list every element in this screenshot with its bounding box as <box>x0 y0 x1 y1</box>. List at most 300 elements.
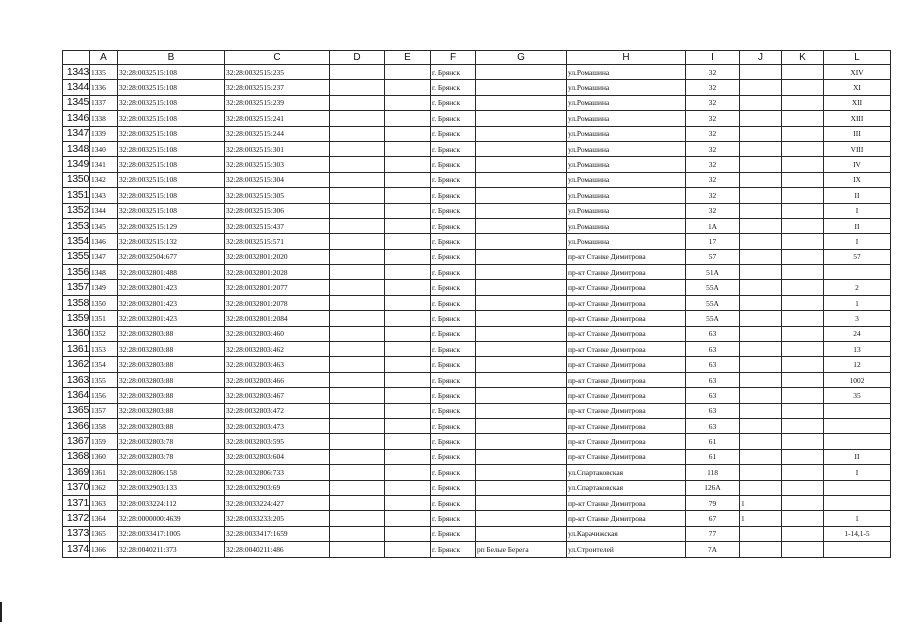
cell-l[interactable]: II <box>824 449 891 464</box>
cell-i[interactable]: 17 <box>686 234 740 249</box>
cell-l[interactable] <box>824 403 891 418</box>
column-header-h[interactable]: H <box>567 51 686 65</box>
cell-b[interactable]: 32:28:0000000:4639 <box>118 511 225 526</box>
cell-h[interactable]: ул.Ромашина <box>567 203 686 218</box>
cell-h[interactable]: пр-кт Станке Димитрова <box>567 418 686 433</box>
cell-i[interactable]: 118 <box>686 465 740 480</box>
cell-a[interactable]: 1348 <box>90 265 118 280</box>
cell-g[interactable] <box>476 326 567 341</box>
column-header-f[interactable]: F <box>431 51 476 65</box>
row-number[interactable]: 1346 <box>63 111 90 126</box>
cell-f[interactable]: г. Брянск <box>431 188 476 203</box>
cell-l[interactable]: 3 <box>824 311 891 326</box>
row-number[interactable]: 1359 <box>63 311 90 326</box>
cell-i[interactable]: 126А <box>686 480 740 495</box>
row-number[interactable]: 1369 <box>63 465 90 480</box>
cell-b[interactable]: 32:28:0032515:108 <box>118 80 225 95</box>
cell-k[interactable] <box>782 311 824 326</box>
cell-g[interactable] <box>476 465 567 480</box>
cell-i[interactable]: 55А <box>686 311 740 326</box>
cell-b[interactable]: 32:28:0032801:423 <box>118 295 225 310</box>
cell-i[interactable]: 63 <box>686 418 740 433</box>
cell-c[interactable]: 32:28:0032803:460 <box>225 326 330 341</box>
cell-i[interactable]: 32 <box>686 126 740 141</box>
cell-l[interactable] <box>824 418 891 433</box>
cell-f[interactable]: г. Брянск <box>431 218 476 233</box>
cell-e[interactable] <box>385 526 431 541</box>
cell-h[interactable]: ул.Строителей <box>567 542 686 557</box>
cell-k[interactable] <box>782 434 824 449</box>
cell-j[interactable] <box>740 157 782 172</box>
cell-f[interactable]: г. Брянск <box>431 95 476 110</box>
cell-g[interactable] <box>476 234 567 249</box>
cell-i[interactable]: 63 <box>686 357 740 372</box>
cell-k[interactable] <box>782 126 824 141</box>
cell-l[interactable]: I <box>824 465 891 480</box>
cell-h[interactable]: ул.Ромашина <box>567 95 686 110</box>
cell-e[interactable] <box>385 65 431 80</box>
cell-l[interactable]: I <box>824 203 891 218</box>
cell-k[interactable] <box>782 342 824 357</box>
cell-c[interactable]: 32:28:0040211:486 <box>225 542 330 557</box>
cell-g[interactable] <box>476 111 567 126</box>
cell-f[interactable]: г. Брянск <box>431 234 476 249</box>
cell-d[interactable] <box>330 280 385 295</box>
cell-c[interactable]: 32:28:0032803:595 <box>225 434 330 449</box>
cell-b[interactable]: 32:28:0032803:88 <box>118 357 225 372</box>
cell-h[interactable]: ул.Ромашина <box>567 65 686 80</box>
column-header-c[interactable]: C <box>225 51 330 65</box>
cell-l[interactable]: XI <box>824 80 891 95</box>
cell-l[interactable]: IX <box>824 172 891 187</box>
cell-c[interactable]: 32:28:0032515:301 <box>225 141 330 156</box>
corner-header[interactable] <box>63 51 90 65</box>
cell-g[interactable] <box>476 434 567 449</box>
cell-h[interactable]: пр-кт Станке Димитрова <box>567 449 686 464</box>
cell-e[interactable] <box>385 388 431 403</box>
cell-i[interactable]: 63 <box>686 388 740 403</box>
cell-f[interactable]: г. Брянск <box>431 326 476 341</box>
cell-j[interactable] <box>740 280 782 295</box>
cell-l[interactable]: 12 <box>824 357 891 372</box>
cell-a[interactable]: 1347 <box>90 249 118 264</box>
cell-e[interactable] <box>385 326 431 341</box>
cell-g[interactable] <box>476 342 567 357</box>
cell-b[interactable]: 32:28:0032803:88 <box>118 372 225 387</box>
cell-d[interactable] <box>330 157 385 172</box>
cell-g[interactable] <box>476 188 567 203</box>
cell-d[interactable] <box>330 388 385 403</box>
cell-l[interactable]: IV <box>824 157 891 172</box>
cell-c[interactable]: 32:28:0033417:1659 <box>225 526 330 541</box>
row-number[interactable]: 1357 <box>63 280 90 295</box>
cell-k[interactable] <box>782 141 824 156</box>
row-number[interactable]: 1362 <box>63 357 90 372</box>
cell-d[interactable] <box>330 449 385 464</box>
cell-b[interactable]: 32:28:0032803:78 <box>118 434 225 449</box>
cell-h[interactable]: пр-кт Станке Димитрова <box>567 326 686 341</box>
cell-a[interactable]: 1360 <box>90 449 118 464</box>
cell-b[interactable]: 32:28:0032515:132 <box>118 234 225 249</box>
cell-h[interactable]: ул.Ромашина <box>567 157 686 172</box>
cell-l[interactable] <box>824 542 891 557</box>
cell-j[interactable]: 1 <box>740 495 782 510</box>
cell-f[interactable]: г. Брянск <box>431 280 476 295</box>
cell-k[interactable] <box>782 203 824 218</box>
cell-k[interactable] <box>782 495 824 510</box>
cell-f[interactable]: г. Брянск <box>431 465 476 480</box>
cell-c[interactable]: 32:28:0032515:304 <box>225 172 330 187</box>
cell-k[interactable] <box>782 357 824 372</box>
cell-d[interactable] <box>330 218 385 233</box>
cell-a[interactable]: 1358 <box>90 418 118 433</box>
cell-a[interactable]: 1352 <box>90 326 118 341</box>
cell-k[interactable] <box>782 249 824 264</box>
cell-g[interactable] <box>476 203 567 218</box>
cell-g[interactable] <box>476 249 567 264</box>
cell-j[interactable]: 1 <box>740 511 782 526</box>
cell-k[interactable] <box>782 526 824 541</box>
row-number[interactable]: 1372 <box>63 511 90 526</box>
cell-d[interactable] <box>330 95 385 110</box>
cell-l[interactable]: XIII <box>824 111 891 126</box>
cell-f[interactable]: г. Брянск <box>431 249 476 264</box>
cell-f[interactable]: г. Брянск <box>431 388 476 403</box>
cell-f[interactable]: г. Брянск <box>431 80 476 95</box>
cell-k[interactable] <box>782 295 824 310</box>
cell-k[interactable] <box>782 111 824 126</box>
row-number[interactable]: 1355 <box>63 249 90 264</box>
cell-c[interactable]: 32:28:0032515:303 <box>225 157 330 172</box>
cell-d[interactable] <box>330 357 385 372</box>
cell-e[interactable] <box>385 542 431 557</box>
row-number[interactable]: 1354 <box>63 234 90 249</box>
cell-b[interactable]: 32:28:0032515:108 <box>118 141 225 156</box>
cell-f[interactable]: г. Брянск <box>431 265 476 280</box>
cell-d[interactable] <box>330 403 385 418</box>
cell-k[interactable] <box>782 188 824 203</box>
cell-k[interactable] <box>782 465 824 480</box>
row-number[interactable]: 1356 <box>63 265 90 280</box>
cell-h[interactable]: пр-кт Станке Димитрова <box>567 280 686 295</box>
cell-e[interactable] <box>385 295 431 310</box>
cell-e[interactable] <box>385 265 431 280</box>
cell-a[interactable]: 1363 <box>90 495 118 510</box>
cell-k[interactable] <box>782 280 824 295</box>
row-number[interactable]: 1361 <box>63 342 90 357</box>
cell-i[interactable]: 63 <box>686 372 740 387</box>
cell-f[interactable]: г. Брянск <box>431 495 476 510</box>
cell-k[interactable] <box>782 218 824 233</box>
cell-f[interactable]: г. Брянск <box>431 111 476 126</box>
column-header-l[interactable]: L <box>824 51 891 65</box>
cell-i[interactable]: 51А <box>686 265 740 280</box>
cell-j[interactable] <box>740 311 782 326</box>
cell-d[interactable] <box>330 295 385 310</box>
cell-f[interactable]: г. Брянск <box>431 357 476 372</box>
cell-l[interactable]: XII <box>824 95 891 110</box>
cell-i[interactable]: 77 <box>686 526 740 541</box>
cell-g[interactable] <box>476 372 567 387</box>
cell-k[interactable] <box>782 157 824 172</box>
cell-g[interactable] <box>476 311 567 326</box>
cell-d[interactable] <box>330 141 385 156</box>
cell-d[interactable] <box>330 542 385 557</box>
cell-f[interactable]: г. Брянск <box>431 480 476 495</box>
cell-c[interactable]: 32:28:0032801:2077 <box>225 280 330 295</box>
cell-c[interactable]: 32:28:0032515:571 <box>225 234 330 249</box>
cell-k[interactable] <box>782 388 824 403</box>
cell-c[interactable]: 32:28:0032803:473 <box>225 418 330 433</box>
cell-i[interactable]: 32 <box>686 111 740 126</box>
cell-c[interactable]: 32:28:0032803:463 <box>225 357 330 372</box>
cell-a[interactable]: 1353 <box>90 342 118 357</box>
cell-i[interactable]: 61 <box>686 434 740 449</box>
cell-h[interactable]: ул.Ромашина <box>567 188 686 203</box>
cell-b[interactable]: 32:28:0032803:88 <box>118 326 225 341</box>
cell-e[interactable] <box>385 249 431 264</box>
cell-h[interactable]: пр-кт Станке Димитрова <box>567 311 686 326</box>
column-header-b[interactable]: B <box>118 51 225 65</box>
row-number[interactable]: 1349 <box>63 157 90 172</box>
cell-g[interactable] <box>476 218 567 233</box>
cell-g[interactable] <box>476 449 567 464</box>
cell-l[interactable]: 1002 <box>824 372 891 387</box>
cell-f[interactable]: г. Брянск <box>431 418 476 433</box>
row-number[interactable]: 1365 <box>63 403 90 418</box>
cell-b[interactable]: 32:28:0032515:108 <box>118 126 225 141</box>
cell-d[interactable] <box>330 126 385 141</box>
row-number[interactable]: 1344 <box>63 80 90 95</box>
cell-d[interactable] <box>330 526 385 541</box>
cell-h[interactable]: ул.Ромашина <box>567 126 686 141</box>
cell-b[interactable]: 32:28:0032803:88 <box>118 342 225 357</box>
cell-l[interactable]: 57 <box>824 249 891 264</box>
cell-h[interactable]: ул.Ромашина <box>567 234 686 249</box>
cell-l[interactable]: 24 <box>824 326 891 341</box>
cell-g[interactable]: рп Белые Берега <box>476 542 567 557</box>
cell-a[interactable]: 1344 <box>90 203 118 218</box>
cell-l[interactable] <box>824 495 891 510</box>
cell-g[interactable] <box>476 141 567 156</box>
row-number[interactable]: 1353 <box>63 218 90 233</box>
cell-f[interactable]: г. Брянск <box>431 65 476 80</box>
cell-g[interactable] <box>476 295 567 310</box>
cell-e[interactable] <box>385 434 431 449</box>
cell-j[interactable] <box>740 295 782 310</box>
cell-g[interactable] <box>476 157 567 172</box>
cell-h[interactable]: пр-кт Станке Димитрова <box>567 388 686 403</box>
cell-j[interactable] <box>740 449 782 464</box>
row-number[interactable]: 1366 <box>63 418 90 433</box>
cell-b[interactable]: 32:28:0032903:133 <box>118 480 225 495</box>
cell-e[interactable] <box>385 465 431 480</box>
cell-d[interactable] <box>330 372 385 387</box>
cell-b[interactable]: 32:28:0032515:108 <box>118 95 225 110</box>
cell-l[interactable]: 35 <box>824 388 891 403</box>
cell-f[interactable]: г. Брянск <box>431 311 476 326</box>
cell-k[interactable] <box>782 65 824 80</box>
cell-c[interactable]: 32:28:0032801:2078 <box>225 295 330 310</box>
cell-e[interactable] <box>385 234 431 249</box>
cell-i[interactable]: 32 <box>686 172 740 187</box>
cell-g[interactable] <box>476 126 567 141</box>
cell-d[interactable] <box>330 434 385 449</box>
cell-h[interactable]: ул.Ромашина <box>567 141 686 156</box>
cell-h[interactable]: ул.Ромашина <box>567 218 686 233</box>
cell-i[interactable]: 32 <box>686 80 740 95</box>
cell-e[interactable] <box>385 157 431 172</box>
cell-d[interactable] <box>330 172 385 187</box>
cell-a[interactable]: 1341 <box>90 157 118 172</box>
cell-b[interactable]: 32:28:0032801:488 <box>118 265 225 280</box>
cell-f[interactable]: г. Брянск <box>431 295 476 310</box>
cell-b[interactable]: 32:28:0032515:129 <box>118 218 225 233</box>
cell-b[interactable]: 32:28:0033417:1005 <box>118 526 225 541</box>
cell-b[interactable]: 32:28:0033224:112 <box>118 495 225 510</box>
row-number[interactable]: 1351 <box>63 188 90 203</box>
cell-a[interactable]: 1354 <box>90 357 118 372</box>
cell-a[interactable]: 1362 <box>90 480 118 495</box>
cell-a[interactable]: 1357 <box>90 403 118 418</box>
cell-e[interactable] <box>385 203 431 218</box>
cell-j[interactable] <box>740 388 782 403</box>
cell-d[interactable] <box>330 249 385 264</box>
cell-a[interactable]: 1335 <box>90 65 118 80</box>
cell-l[interactable]: II <box>824 218 891 233</box>
cell-j[interactable] <box>740 95 782 110</box>
cell-e[interactable] <box>385 311 431 326</box>
row-number[interactable]: 1371 <box>63 495 90 510</box>
cell-l[interactable]: II <box>824 188 891 203</box>
cell-h[interactable]: пр-кт Станке Димитрова <box>567 342 686 357</box>
row-number[interactable]: 1348 <box>63 141 90 156</box>
cell-c[interactable]: 32:28:0033224:427 <box>225 495 330 510</box>
cell-e[interactable] <box>385 280 431 295</box>
cell-b[interactable]: 32:28:0040211:373 <box>118 542 225 557</box>
cell-a[interactable]: 1345 <box>90 218 118 233</box>
cell-c[interactable]: 32:28:0032803:467 <box>225 388 330 403</box>
cell-g[interactable] <box>476 526 567 541</box>
cell-g[interactable] <box>476 357 567 372</box>
cell-e[interactable] <box>385 95 431 110</box>
cell-d[interactable] <box>330 188 385 203</box>
cell-b[interactable]: 32:28:0032801:423 <box>118 311 225 326</box>
cell-l[interactable]: XIV <box>824 65 891 80</box>
cell-g[interactable] <box>476 495 567 510</box>
cell-c[interactable]: 32:28:0032803:462 <box>225 342 330 357</box>
cell-b[interactable]: 32:28:0032806:158 <box>118 465 225 480</box>
cell-c[interactable]: 32:28:0032801:2020 <box>225 249 330 264</box>
cell-h[interactable]: ул.Ромашина <box>567 172 686 187</box>
cell-e[interactable] <box>385 418 431 433</box>
cell-h[interactable]: ул.Ромашина <box>567 111 686 126</box>
row-number[interactable]: 1373 <box>63 526 90 541</box>
cell-f[interactable]: г. Брянск <box>431 434 476 449</box>
row-number[interactable]: 1364 <box>63 388 90 403</box>
cell-d[interactable] <box>330 418 385 433</box>
cell-c[interactable]: 32:28:0032903:69 <box>225 480 330 495</box>
cell-d[interactable] <box>330 326 385 341</box>
cell-a[interactable]: 1366 <box>90 542 118 557</box>
cell-a[interactable]: 1359 <box>90 434 118 449</box>
cell-j[interactable] <box>740 234 782 249</box>
cell-g[interactable] <box>476 280 567 295</box>
cell-b[interactable]: 32:28:0032515:108 <box>118 188 225 203</box>
cell-c[interactable]: 32:28:0032515:244 <box>225 126 330 141</box>
cell-j[interactable] <box>740 65 782 80</box>
cell-j[interactable] <box>740 357 782 372</box>
row-number[interactable]: 1374 <box>63 542 90 557</box>
row-number[interactable]: 1368 <box>63 449 90 464</box>
cell-i[interactable]: 63 <box>686 342 740 357</box>
cell-k[interactable] <box>782 95 824 110</box>
cell-f[interactable]: г. Брянск <box>431 542 476 557</box>
cell-e[interactable] <box>385 511 431 526</box>
cell-a[interactable]: 1342 <box>90 172 118 187</box>
cell-k[interactable] <box>782 372 824 387</box>
cell-g[interactable] <box>476 265 567 280</box>
cell-h[interactable]: пр-кт Станке Димитрова <box>567 249 686 264</box>
cell-f[interactable]: г. Брянск <box>431 403 476 418</box>
cell-a[interactable]: 1340 <box>90 141 118 156</box>
cell-j[interactable] <box>740 326 782 341</box>
column-header-d[interactable]: D <box>330 51 385 65</box>
row-number[interactable]: 1350 <box>63 172 90 187</box>
cell-h[interactable]: пр-кт Станке Димитрова <box>567 357 686 372</box>
cell-j[interactable] <box>740 188 782 203</box>
cell-h[interactable]: пр-кт Станке Димитрова <box>567 434 686 449</box>
cell-l[interactable]: 1 <box>824 295 891 310</box>
cell-f[interactable]: г. Брянск <box>431 449 476 464</box>
cell-c[interactable]: 32:28:0032801:2028 <box>225 265 330 280</box>
cell-e[interactable] <box>385 188 431 203</box>
cell-j[interactable] <box>740 434 782 449</box>
cell-l[interactable]: 13 <box>824 342 891 357</box>
cell-d[interactable] <box>330 234 385 249</box>
cell-a[interactable]: 1351 <box>90 311 118 326</box>
cell-d[interactable] <box>330 465 385 480</box>
cell-b[interactable]: 32:28:0032801:423 <box>118 280 225 295</box>
cell-f[interactable]: г. Брянск <box>431 126 476 141</box>
cell-c[interactable]: 32:28:0032515:235 <box>225 65 330 80</box>
cell-c[interactable]: 32:28:0032806:733 <box>225 465 330 480</box>
cell-f[interactable]: г. Брянск <box>431 342 476 357</box>
row-number[interactable]: 1343 <box>63 65 90 80</box>
cell-e[interactable] <box>385 449 431 464</box>
cell-b[interactable]: 32:28:0032515:108 <box>118 172 225 187</box>
cell-h[interactable]: ул.Карачижская <box>567 526 686 541</box>
cell-e[interactable] <box>385 495 431 510</box>
column-header-k[interactable]: K <box>782 51 824 65</box>
cell-g[interactable] <box>476 418 567 433</box>
cell-a[interactable]: 1356 <box>90 388 118 403</box>
cell-h[interactable]: ул.Спартаковская <box>567 465 686 480</box>
cell-g[interactable] <box>476 80 567 95</box>
cell-g[interactable] <box>476 511 567 526</box>
cell-e[interactable] <box>385 372 431 387</box>
cell-g[interactable] <box>476 480 567 495</box>
cell-g[interactable] <box>476 172 567 187</box>
cell-h[interactable]: пр-кт Станке Димитрова <box>567 511 686 526</box>
cell-e[interactable] <box>385 357 431 372</box>
cell-g[interactable] <box>476 95 567 110</box>
cell-l[interactable]: VIII <box>824 141 891 156</box>
cell-k[interactable] <box>782 172 824 187</box>
cell-c[interactable]: 32:28:0032803:472 <box>225 403 330 418</box>
cell-c[interactable]: 32:28:0032515:437 <box>225 218 330 233</box>
cell-h[interactable]: пр-кт Станке Димитрова <box>567 265 686 280</box>
